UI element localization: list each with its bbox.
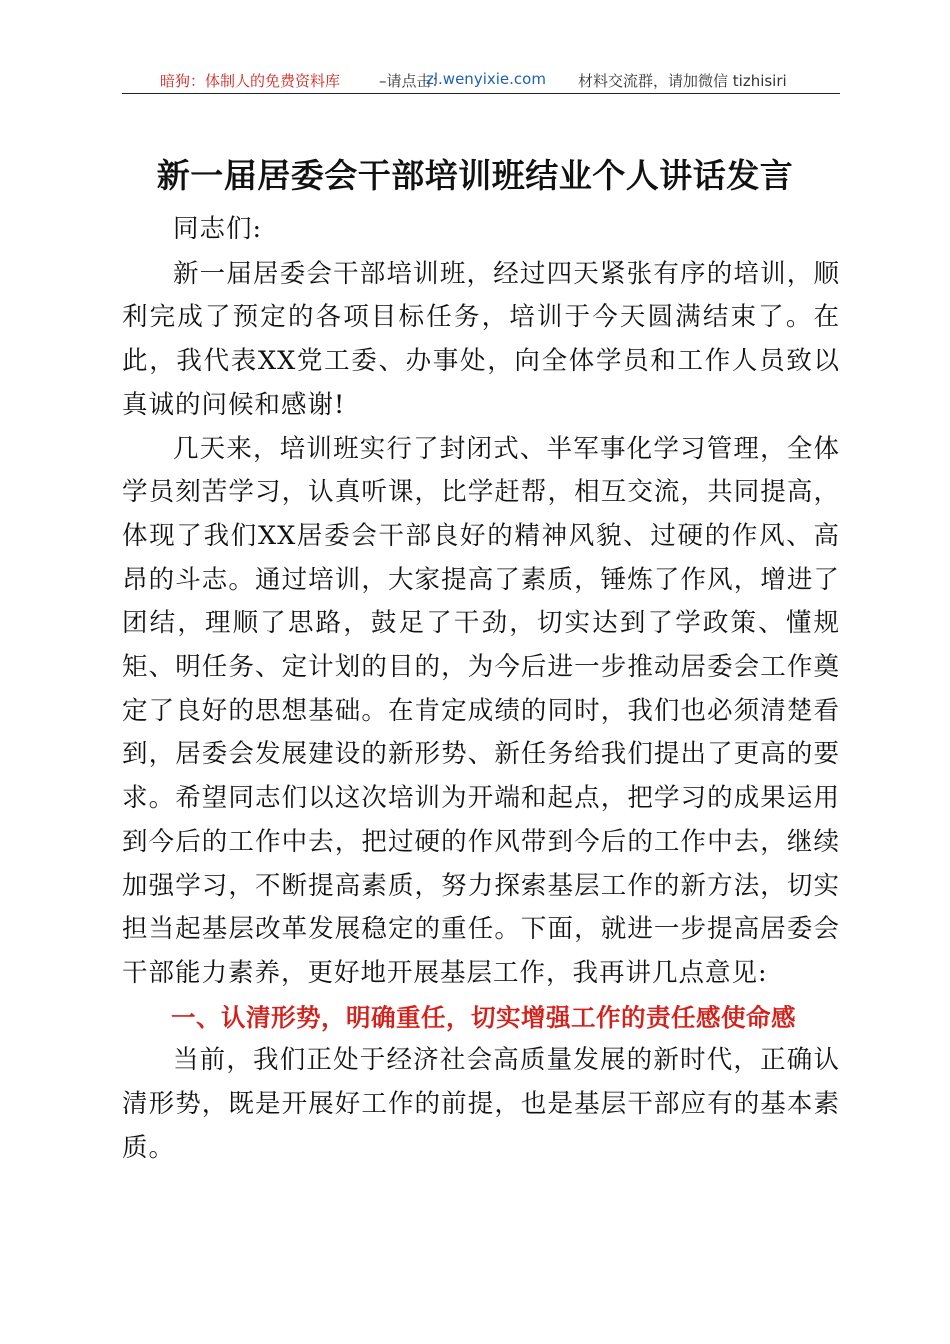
document-title: 新一届居委会干部培训班结业个人讲话发言: [156, 156, 794, 195]
paragraph-intro: 新一届居委会干部培训班，经过四天紧张有序的培训，顺利完成了预定的各项目标任务，培训于今天圆满结束了。在此，我代表XX党工委、办事处，向全体学员和工作人员致以真诚的问候和感谢!: [122, 258, 840, 420]
greeting: 同志们:: [173, 214, 263, 244]
header-group-info: 材料交流群，请加微信 tizhisiri: [578, 72, 787, 90]
paragraph-summary: 几天来，培训班实行了封闭式、半军事化学习管理，全体学员刻苦学习，认真听课，比学赶帮，相互交流，共同提高，体现了我们XX居委会干部良好的精神风貌、过硬的作风、高昂的斗志。通过培训，大家提高了素质，锤炼了作风，增进了团结，理顺了思路，鼓足了干劲，切实达到了学政策、懂规矩、明任务、定计划的目的，为今后进一步推动居委会工作奠定了良好的思想基础。在肯定成绩的同时，我们也必须清楚看到，居委会发展建设的新形势、新任务给我们提出了更高的要求。希望同志们以这次培训为开端和起点，把学习的成果运用到今后的工作中去，把过硬的作风带到今后的工作中去，继续加强学习，不断提高素质，努力探索基层工作的新方法，切实担当起基层改革发展稳定的重任。下面，就进一步提高居委会干部能力素养，更好地开展基层工作，我再讲几点意见:: [122, 433, 840, 988]
header-link[interactable]: zl.wenyixie.com: [426, 70, 546, 88]
header-brand: 暗狗：体制人的免费资料库: [160, 72, 341, 90]
document-body: [122, 208, 840, 1170]
page-header: [122, 66, 840, 94]
paragraph-section-1: 当前，我们正处于经济社会高质量发展的新时代，正确认清形势，既是开展好工作的前提，也是基层干部应有的基本素质。: [122, 1045, 840, 1163]
section-heading: 一、认清形势，明确重任，切实增强工作的责任感使命感: [171, 1002, 796, 1032]
header-prompt: –请点击：: [379, 72, 447, 90]
